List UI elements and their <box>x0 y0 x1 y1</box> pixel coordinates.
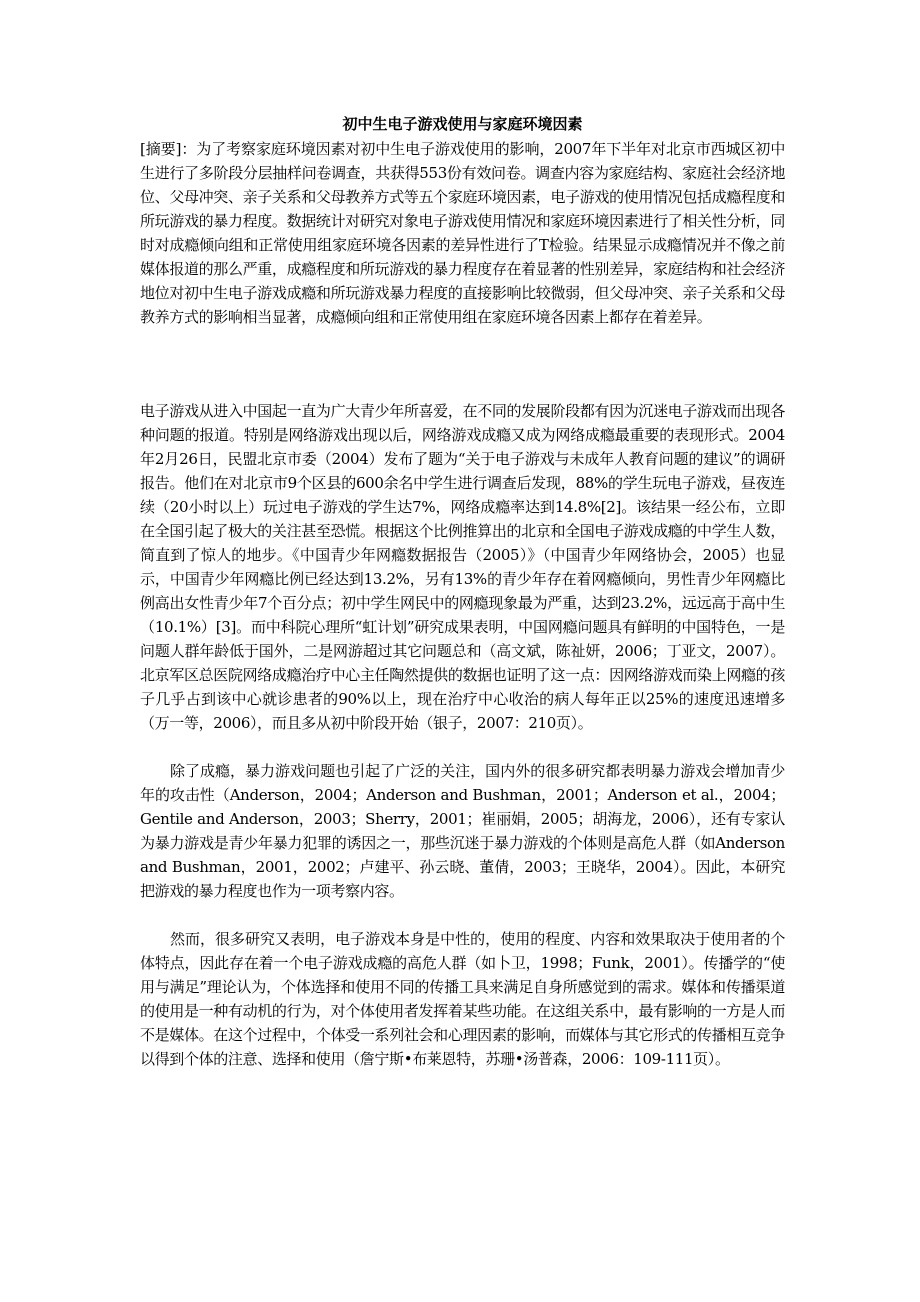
abstract-paragraph: [摘要]：为了考察家庭环境因素对初中生电子游戏使用的影响，2007年下半年对北京市西城区初中生进行了多阶段分层抽样问卷调查，共获得553份有效问卷。调查内容为家庭结构、家庭社会经济地位、父母冲突、亲子关系和父母教养方式等五个家庭环境因素，电子游戏的使用情况包括成瘾程度和所玩游戏的暴力程度。数据统计对研究对象电子游戏使用情况和家庭环境因素进行了相关性分析，同时对成瘾倾向组和正常使用组家庭环境各因素的差异性进行了T检验。结果显示成瘾情况并不像之前媒体报道的那么严重，成瘾程度和所玩游戏的暴力程度存在着显著的性别差异，家庭结构和社会经济地位对初中生电子游戏成瘾和所玩游戏暴力程度的直接影响比较微弱，但父母冲突、亲子关系和父母教养方式的影响相当显著，成瘾倾向组和正常使用组在家庭环境各因素上都存在着差异。 <box>140 140 785 326</box>
document-page <box>140 112 785 1071</box>
spacer <box>140 735 785 759</box>
body-paragraph-3: 然而，很多研究又表明，电子游戏本身是中性的，使用的程度、内容和效果取决于使用者的个体特点，因此存在着一个电子游戏成瘾的高危人群（如卜卫，1998；Funk，2001）。传播学的“使用与满足”理论认为，个体选择和使用不同的传播工具来满足自身所感觉到的需求。媒体和传播渠道的使用是一种有动机的行为，对个体使用者发挥着某些功能。在这组关系中，最有影响的一方是人而不是媒体。在这个过程中，个体受一系列社会和心理因素的影响，而媒体与其它形式的传播相互竞争以得到个体的注意、选择和使用（詹宁斯•布莱恩特，苏珊•汤普森，2006：109-111页）。 <box>140 930 785 1068</box>
spacer <box>140 903 785 927</box>
document-title: 初中生电子游戏使用与家庭环境因素 <box>342 115 583 133</box>
body-paragraph-2: 除了成瘾，暴力游戏问题也引起了广泛的关注，国内外的很多研究都表明暴力游戏会增加青少年的攻击性（Anderson，2004；Anderson and Bushman，2001；Anderson et al.，2004；Gentile and Anderson，2003；Sherry，2001；崔丽娟，2005；胡海龙，2006），还有专家认为暴力游戏是青少年暴力犯罪的诱因之一，那些沉迷于暴力游戏的个体则是高危人群（如Anderson and Bushman，2001，2002；卢建平、孙云晓、董倩，2003；王晓华，2004）。因此，本研究把游戏的暴力程度也作为一项考察内容。 <box>140 762 785 900</box>
body-paragraph-1: 电子游戏从进入中国起一直为广大青少年所喜爱，在不同的发展阶段都有因为沉迷电子游戏而出现各种问题的报道。特别是网络游戏出现以后，网络游戏成瘾又成为网络成瘾最重要的表现形式。2004年2月26日，民盟北京市委（2004）发布了题为“关于电子游戏与未成年人教育问题的建议”的调研报告。他们在对北京市9个区县的600余名中学生进行调查后发现，88%的学生玩电子游戏，昼夜连续（20小时以上）玩过电子游戏的学生达7%，网络成瘾率达到14.8%[2]。该结果一经公布，立即在全国引起了极大的关注甚至恐慌。根据这个比例推算出的北京和全国电子游戏成瘾的中学生人数，简直到了惊人的地步。《中国青少年网瘾数据报告（2005）》（中国青少年网络协会，2005）也显示，中国青少年网瘾比例已经达到13.2%，另有13%的青少年存在着网瘾倾向，男性青少年网瘾比例高出女性青少年7个百分点；初中学生网民中的网瘾现象最为严重，达到23.2%，远远高于高中生（10.1%）[3]。而中科院心理所“虹计划”研究成果表明，中国网瘾问题具有鲜明的中国特色，一是问题人群年龄低于国外，二是网游超过其它问题总和（高文斌，陈祉妍，2006；丁亚文，2007）。北京军区总医院网络成瘾治疗中心主任陶然提供的数据也证明了这一点：因网络游戏而染上网瘾的孩子几乎占到该中心就诊患者的90%以上，现在治疗中心收治的病人每年正以25%的速度迅速增多（万一等，2006），而且多从初中阶段开始（银子，2007：210页）。 <box>140 402 785 732</box>
spacer <box>140 329 785 399</box>
